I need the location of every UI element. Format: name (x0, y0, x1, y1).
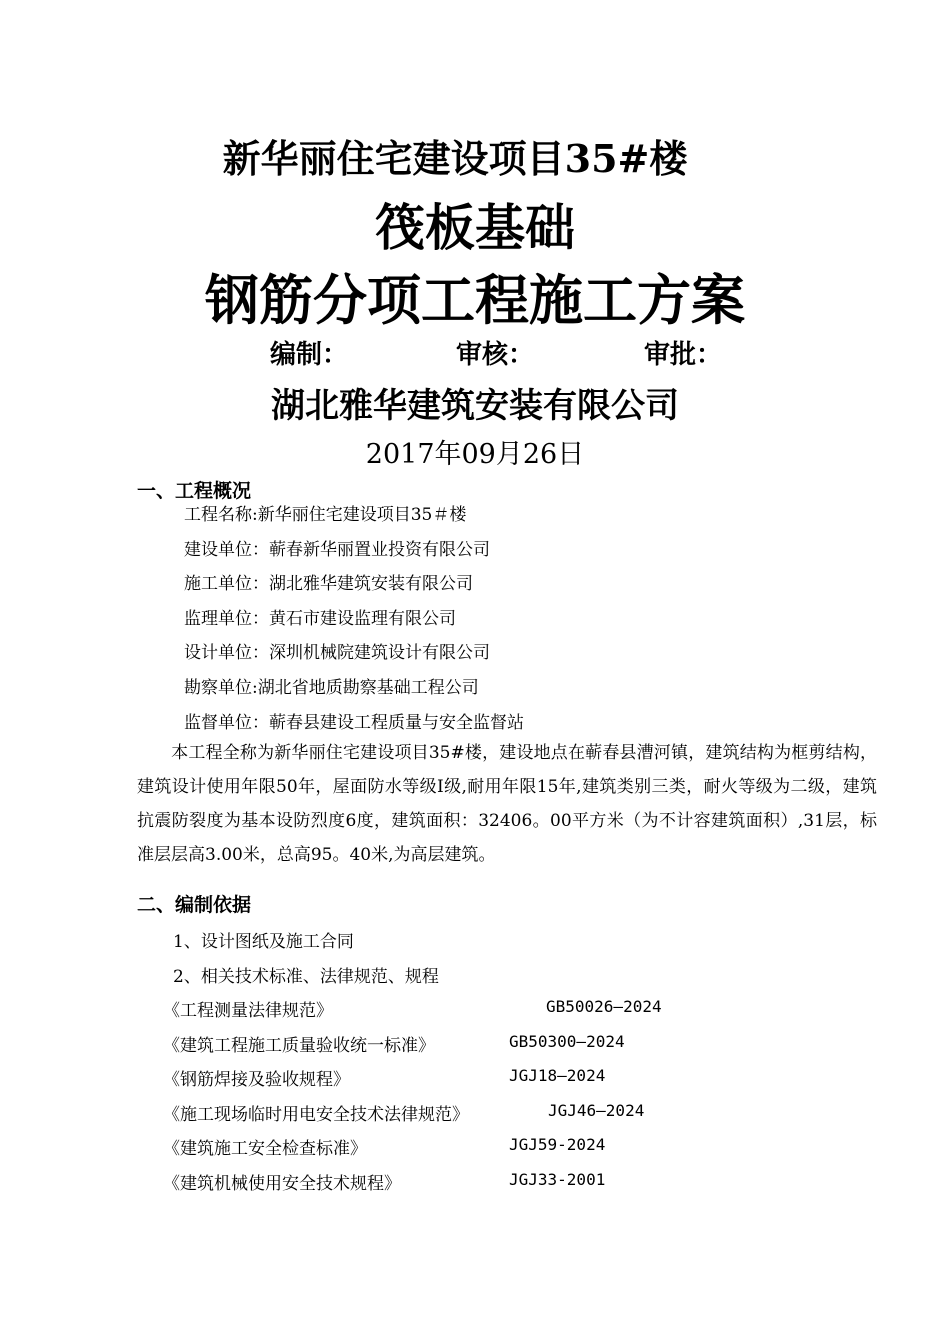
info-line: 设计单位：深圳机械院建筑设计有限公司 (184, 643, 490, 663)
section-heading-basis: 二、编制依据 (137, 894, 252, 916)
reference-code: GB50026—2024 (546, 997, 662, 1016)
reference-code: JGJ18—2024 (509, 1066, 606, 1085)
section-heading-overview: 一、工程概况 (137, 480, 252, 502)
overview-paragraph (137, 736, 877, 872)
document-title-line3: 钢筋分项工程施工方案 (205, 268, 745, 332)
document-date: 2017年09月26日 (365, 439, 585, 470)
sign-compile-label: 编制： (270, 340, 349, 370)
company-name: 湖北雅华建筑安装有限公司 (271, 386, 679, 426)
reference-title: 《钢筋焊接及验收规程》 (163, 1070, 350, 1090)
reference-code: JGJ46—2024 (548, 1101, 645, 1120)
overview-paragraph-text: 本工程全称为新华丽住宅建设项目35#楼，建设地点在蕲春县漕河镇，建筑结构为框剪结构，建筑设计使用年限50年，屋面防水等级Ⅰ级,耐用年限15年,建筑类别三类，耐火等级为二级，建筑抗震防裂度为基本设防烈度6度，建筑面积：32406。00平方米（为不计容建筑面积）,31层，标准层层高3.00米，总高95。40米,为高层建筑。 (137, 743, 877, 865)
basis-item: 2、相关技术标准、法律规范、规程 (173, 967, 439, 987)
info-line: 监理单位：黄石市建设监理有限公司 (184, 609, 456, 629)
reference-title: 《建筑工程施工质量验收统一标准》 (163, 1036, 435, 1056)
reference-title: 《建筑施工安全检查标准》 (163, 1139, 367, 1159)
basis-item: 1、设计图纸及施工合同 (173, 932, 354, 952)
document-title-line2: 筏板基础 (375, 198, 575, 257)
reference-title: 《建筑机械使用安全技术规程》 (163, 1174, 401, 1194)
info-line: 施工单位：湖北雅华建筑安装有限公司 (184, 574, 473, 594)
reference-code: JGJ59-2024 (509, 1135, 606, 1154)
document-title-line1: 新华丽住宅建设项目35#楼 (222, 136, 688, 181)
info-line: 工程名称:新华丽住宅建设项目35＃楼 (184, 505, 467, 525)
sign-approve-label: 审批： (644, 340, 723, 370)
sign-review-label: 审核： (456, 340, 535, 370)
info-line: 监督单位：蕲春县建设工程质量与安全监督站 (184, 713, 524, 733)
reference-code: JGJ33-2001 (509, 1170, 606, 1189)
reference-code: GB50300—2024 (509, 1032, 625, 1051)
info-line: 勘察单位:湖北省地质勘察基础工程公司 (184, 678, 479, 698)
reference-title: 《施工现场临时用电安全技术法律规范》 (163, 1105, 469, 1125)
reference-title: 《工程测量法律规范》 (163, 1001, 333, 1021)
info-line: 建设单位：蕲春新华丽置业投资有限公司 (184, 540, 490, 560)
